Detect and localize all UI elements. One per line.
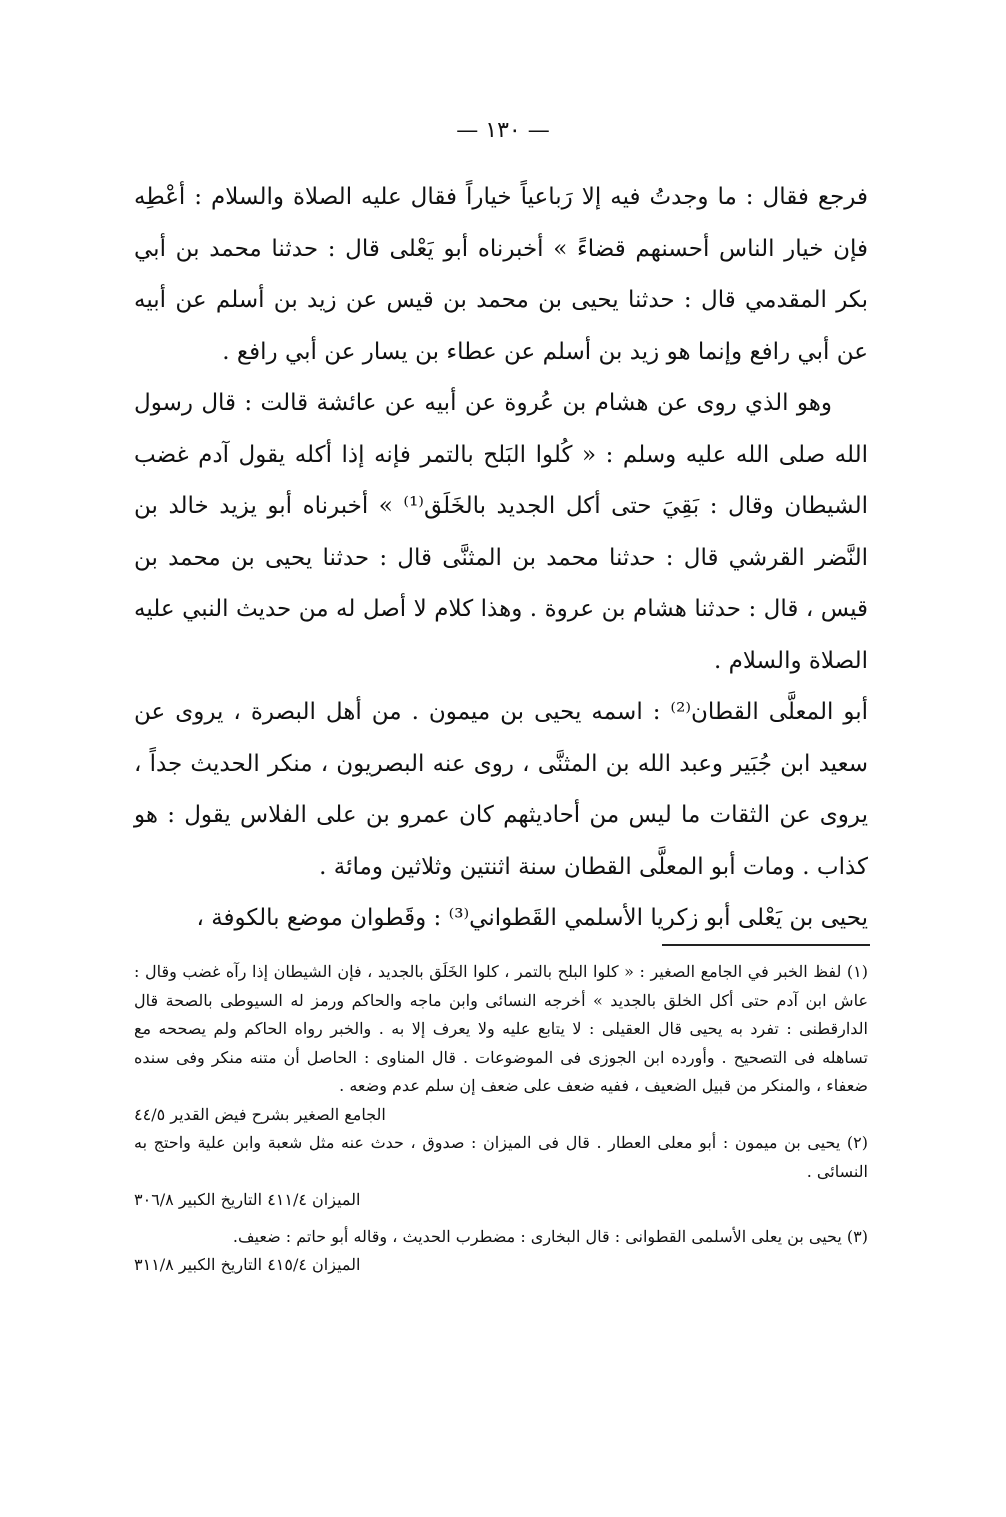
paragraph-2: وهو الذي روى عن هشام بن عُروة عن أبيه عن عائشة قالت : قال رسول الله صلى الله عليه وسلم : « كُلوا البَلح بالتمر فإنه إذا أكله يقول آدم غضب الشيطان وقال : بَقِيَ حتى أكل الجديد بالخَلَق⁽¹⁾ » أخبرناه أبو يزيد خالد بن النَّضر القرشي قال : حدثنا محمد بن المثنَّى قال : حدثنا يحيى بن محمد بن قيس ، قال : حدثنا هشام بن عروة . وهذا كلام لا أصل له من حديث النبي عليه الصلاة والسلام .: [134, 390, 868, 674]
paragraph-3: أبو المعلَّى القطان⁽²⁾ : اسمه يحيى بن ميمون . من أهل البصرة ، يروى عن سعيد ابن جُبَير وعبد الله بن المثنَّى ، روى عنه البصريون ، منكر الحديث جداً ، يروى عن الثقات ما ليس من أحاديثهم كان عمرو بن على الفلاس يقول : هو كذاب . ومات أبو المعلَّى القطان سنة اثنتين وثلاثين ومائة .: [134, 699, 868, 880]
footnote-3-reference: الميزان ٤١٥/٤ التاريخ الكبير ٣١١/٨: [134, 1255, 361, 1274]
footnote-1: (١) لفظ الخبر في الجامع الصغير : « كلوا البلح بالتمر ، كلوا الخَلَق بالجديد ، فإن الشيطان إذا رآه غضب وقال : عاش ابن آدم حتى أكل الخلق بالجديد » أخرجه النسائى وابن ماجه والحاكم ورمز له السيوطى بالصحة قال الدارقطنى : تفرد به يحيى قال العقيلى : لا يتابع عليه ولا يعرف إلا به . والخبر رواه الحاكم ولم يصححه مع تساهله فى التصحيح . وأورده ابن الجوزى فى الموضوعات . قال المناوى : الحاصل أن متنه منكر وفى سنده ضعفاء ، والمنكر من قبيل الضعيف ، ففيه ضعف على ضعف إن سلم عدم وضعه .: [134, 962, 868, 1095]
page-number: — ١٣٠ —: [456, 118, 550, 143]
footnote-1-reference: الجامع الصغير بشرح فيض القدير ٤٤/٥: [134, 1104, 386, 1124]
footnote-divider: [662, 944, 870, 946]
footnote-spacer: [134, 1215, 868, 1223]
footnotes: [134, 958, 868, 1280]
footnote-2: (٢) يحيى بن ميمون : أبو معلى العطار . قال فى الميزان : صدوق ، حدث عنه مثل شعبة وابن علية واحتج به النسائى .: [134, 1133, 869, 1181]
footnote-2-reference: الميزان ٤١١/٤ التاريخ الكبير ٣٠٦/٨: [134, 1190, 361, 1209]
paragraph-1: فرجع فقال : ما وجدتُ فيه إلا رَباعياً خياراً فقال عليه الصلاة والسلام : أعْطِه فإن خيار الناس أحسنهم قضاءً » أخبرناه أبو يَعْلى قال : حدثنا محمد بن أبي بكر المقدمي قال : حدثنا يحيى بن محمد بن قيس عن زيد بن أسلم عن أبيه عن أبي رافع وإنما هو زيد بن أسلم عن عطاء بن يسار عن أبي رافع .: [134, 184, 868, 365]
paragraph-4: يحيى بن يَعْلى أبو زكريا الأسلمي القَطواني⁽³⁾ : وقَطوان موضع بالكوفة ،: [196, 905, 868, 931]
footnote-3: (٣) يحيى بن يعلى الأسلمى القطوانى : قال البخارى : مضطرب الحديث ، وقاله أبو حاتم : ضعيف.: [232, 1226, 868, 1246]
main-text: [134, 172, 868, 945]
